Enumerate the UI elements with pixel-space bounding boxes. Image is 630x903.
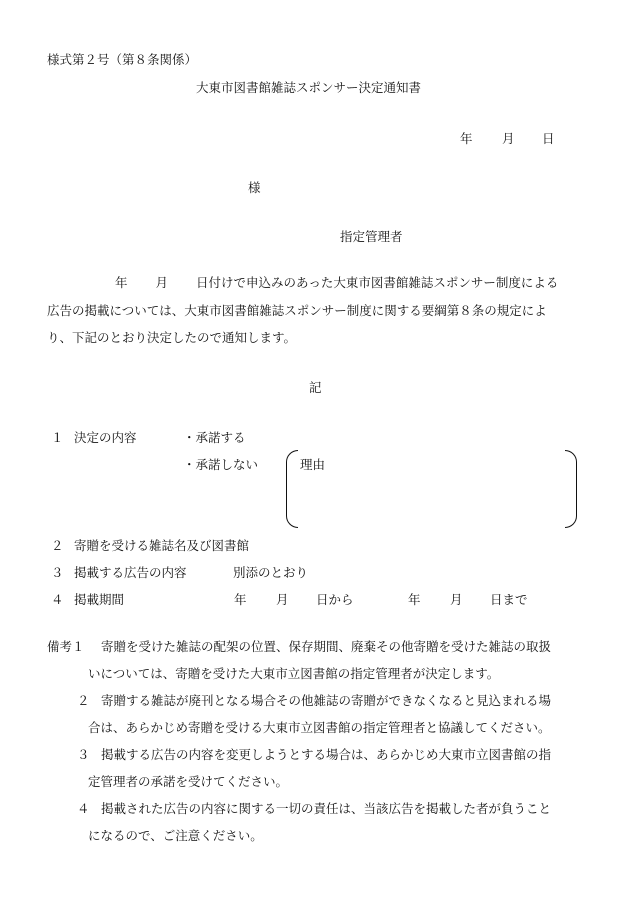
item4-label: 掲載期間	[74, 592, 125, 607]
period-from-day: 日から	[316, 592, 354, 607]
period-to-year: 年	[408, 592, 421, 607]
note3-line2: 定管理者の承諾を受けてください。	[88, 774, 289, 789]
date-day: 日	[542, 131, 555, 146]
period-from-month: 月	[276, 592, 289, 607]
note2-number: ２	[77, 693, 90, 708]
item2-number: ２	[51, 538, 64, 553]
period-from-year: 年	[234, 592, 247, 607]
note3-number: ３	[77, 747, 90, 762]
item3-number: ３	[51, 565, 64, 580]
left-bracket	[286, 450, 298, 528]
note2-line1: 寄贈する雑誌が廃刊となる場合その他雑誌の寄贈ができなくなると見込まれる場	[101, 693, 552, 708]
note4-line2: になるので、ご注意ください。	[88, 828, 263, 843]
item1-label: 決定の内容	[74, 430, 137, 445]
option-accept: ・承諾する	[183, 430, 246, 445]
note4-line1: 掲載された広告の内容に関する一切の責任は、当該広告を掲載した者が負うこと	[101, 801, 552, 816]
document-title: 大東市図書館雑誌スポンサー決定通知書	[196, 80, 422, 95]
form-number: 様式第２号（第８条関係）	[47, 52, 198, 67]
period-to-day: 日まで	[490, 592, 528, 607]
ki-heading: 記	[309, 380, 322, 395]
item2-label: 寄贈を受ける雑誌名及び図書館	[74, 538, 250, 553]
note2-line2: 合は、あらかじめ寄贈を受ける大東市立図書館の指定管理者と協議してください。	[88, 720, 551, 735]
item4-number: ４	[51, 592, 64, 607]
period-to-month: 月	[450, 592, 463, 607]
note1-line1: 寄贈を受けた雑誌の配架の位置、保存期間、廃棄その他寄贈を受けた雑誌の取扱	[101, 639, 552, 654]
reason-label: 理由	[300, 457, 326, 472]
note4-number: ４	[77, 801, 90, 816]
sender-label: 指定管理者	[340, 229, 403, 244]
date-month: 月	[502, 131, 515, 146]
item3-label: 掲載する広告の内容	[74, 565, 187, 580]
body-paragraph	[47, 269, 583, 352]
body-line-2: 広告の掲載については、大東市図書館雑誌スポンサー制度に関する要綱第８条の規定によ	[47, 302, 547, 318]
option-reject: ・承諾しない	[183, 457, 259, 472]
date-year: 年	[460, 131, 473, 146]
body-line-3: り、下記のとおり決定したので通知します。	[47, 330, 297, 345]
right-bracket	[565, 450, 577, 528]
note1-line2: いについては、寄贈を受けた大東市立図書館の指定管理者が決定します。	[88, 666, 500, 681]
item1-number: １	[51, 430, 64, 445]
notes-heading: 備考１	[47, 639, 85, 654]
body-line-1: 年 月 日付けで申込みのあった大東市図書館雑誌スポンサー制度による	[115, 275, 559, 290]
reason-bracket	[286, 450, 577, 530]
item3-value: 別添のとおり	[233, 565, 309, 580]
note3-line1: 掲載する広告の内容を変更しようとする場合は、あらかじめ大東市立図書館の指	[101, 747, 552, 762]
recipient-suffix: 様	[248, 180, 261, 195]
